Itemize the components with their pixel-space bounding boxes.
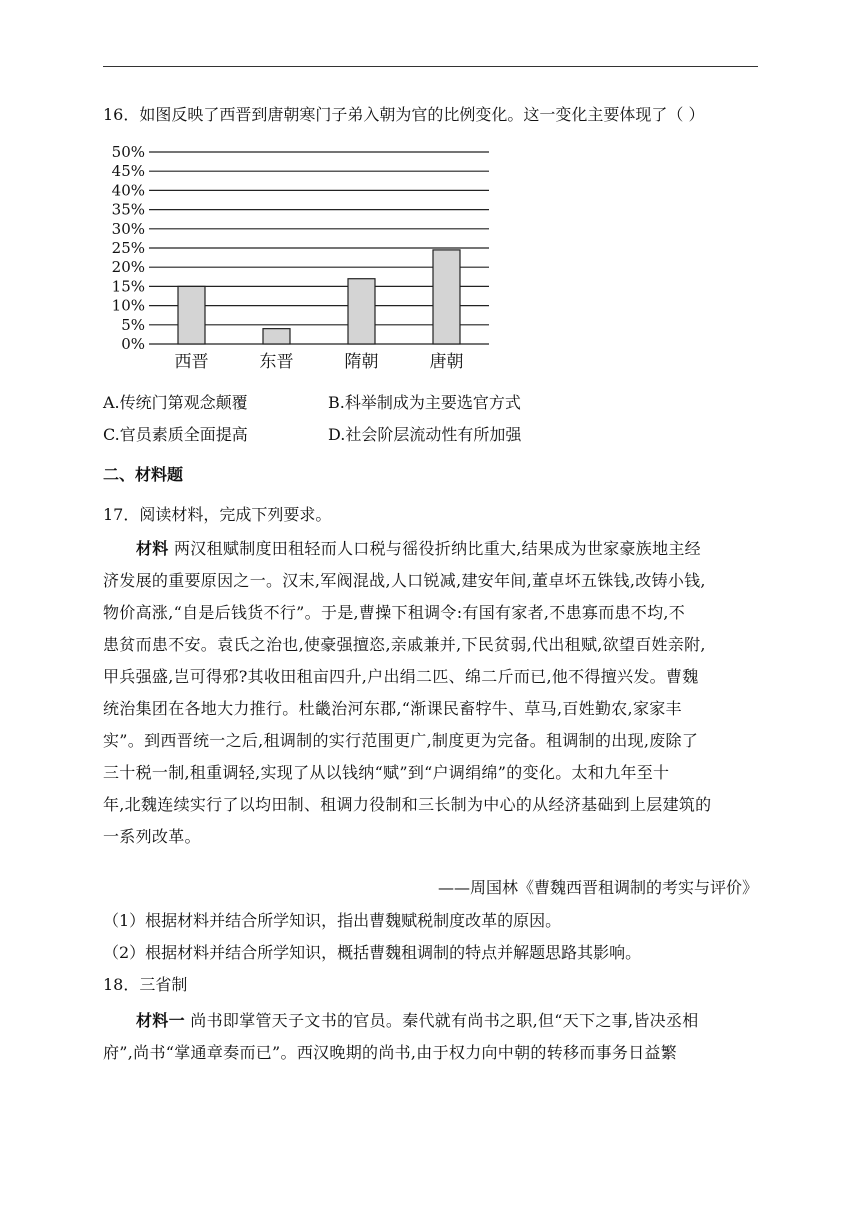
x-category-label: 西晋 [174, 352, 209, 372]
material-line: 实”。到西晋统一之后,租调制的实行范围更广,制度更为完备。租调制的出现,废除了 [103, 731, 699, 750]
y-tick-label: 0% [121, 335, 145, 353]
bar [348, 279, 375, 344]
question-17-sub-1: （1）根据材料并结合所学知识，指出曹魏赋税制度改革的原因。 [103, 911, 562, 930]
bar [433, 250, 460, 344]
material-label: 材料一 [136, 1011, 185, 1030]
header-rule [103, 66, 758, 67]
y-tick-label: 5% [121, 315, 145, 334]
x-category-label: 唐朝 [429, 352, 464, 372]
material-line: 三十税一制,租重调轻,实现了从以钱纳“赋”到“户调绢绵”的变化。太和九年至十 [103, 763, 670, 782]
material-line: 济发展的重要原因之一。汉末,军阀混战,人口锐减,建安年间,董卓坏五铢钱,改铸小钱, [103, 571, 706, 590]
y-tick-label: 30% [111, 219, 145, 238]
question-18-stem: 18．三省制 [103, 975, 188, 994]
y-tick-label: 10% [111, 296, 145, 315]
question-16-stem: 16．如图反映了西晋到唐朝寒门子弟入朝为官的比例变化。这一变化主要体现了（ ） [103, 105, 705, 124]
y-tick-label: 40% [111, 181, 145, 200]
x-category-label: 隋朝 [344, 352, 379, 372]
y-tick-label: 50% [111, 143, 145, 161]
bar [178, 286, 205, 344]
material-line: 患贫而患不安。袁氏之治也,使豪强擅恣,亲戚兼并,下民贫弱,代出租赋,欲望百姓亲附, [103, 635, 706, 654]
material-line: 物价高涨,“自是后钱货不行”。于是,曹操下租调令:有国有家者,不患寡而患不均,不 [103, 603, 686, 622]
option-c: C.官员素质全面提高 [103, 425, 248, 444]
y-tick-label: 20% [111, 258, 145, 277]
material-source: ——周国林《曹魏西晋租调制的考实与评价》 [437, 878, 758, 897]
y-tick-label: 35% [111, 200, 145, 219]
material-line: 一系列改革。 [103, 827, 201, 846]
material-line: 统治集团在各地大力推行。杜畿治河东郡,“渐课民畜牸牛、草马,百姓勤农,家家丰 [103, 699, 682, 718]
material-line: 材料 两汉租赋制度田租轻而人口税与徭役折纳比重大,结果成为世家豪族地主经 [136, 539, 701, 558]
option-b: B.科举制成为主要选官方式 [328, 393, 521, 412]
option-a: A.传统门第观念颠覆 [103, 393, 248, 412]
y-tick-label: 15% [111, 277, 145, 296]
y-tick-label: 45% [111, 162, 145, 181]
material-line: 甲兵强盛,岂可得邪?其收田租亩四升,户出绢二匹、绵二斤而已,他不得擅兴发。曹魏 [103, 667, 699, 686]
question-17-sub-2: （2）根据材料并结合所学知识，概括曹魏租调制的特点并解题思路其影响。 [103, 943, 642, 962]
material-label: 材料 [136, 539, 169, 558]
bar [263, 329, 290, 344]
y-tick-label: 25% [111, 239, 145, 257]
section-title: 二、材料题 [103, 465, 184, 484]
material-line: 年,北魏连续实行了以均田制、租调力役制和三长制为中心的从经济基础到上层建筑的 [103, 795, 712, 814]
question-17-stem: 17．阅读材料，完成下列要求。 [103, 505, 332, 524]
x-category-label: 东晋 [259, 352, 294, 372]
option-d: D.社会阶层流动性有所加强 [328, 425, 522, 444]
material-line: 府”,尚书“掌通章奏而已”。西汉晚期的尚书,由于权力向中朝的转移而事务日益繁 [103, 1043, 678, 1062]
material-line: 材料一 尚书即掌管天子文书的官员。秦代就有尚书之职,但“天下之事,皆决丞相 [136, 1011, 699, 1030]
bar-chart [103, 140, 503, 375]
